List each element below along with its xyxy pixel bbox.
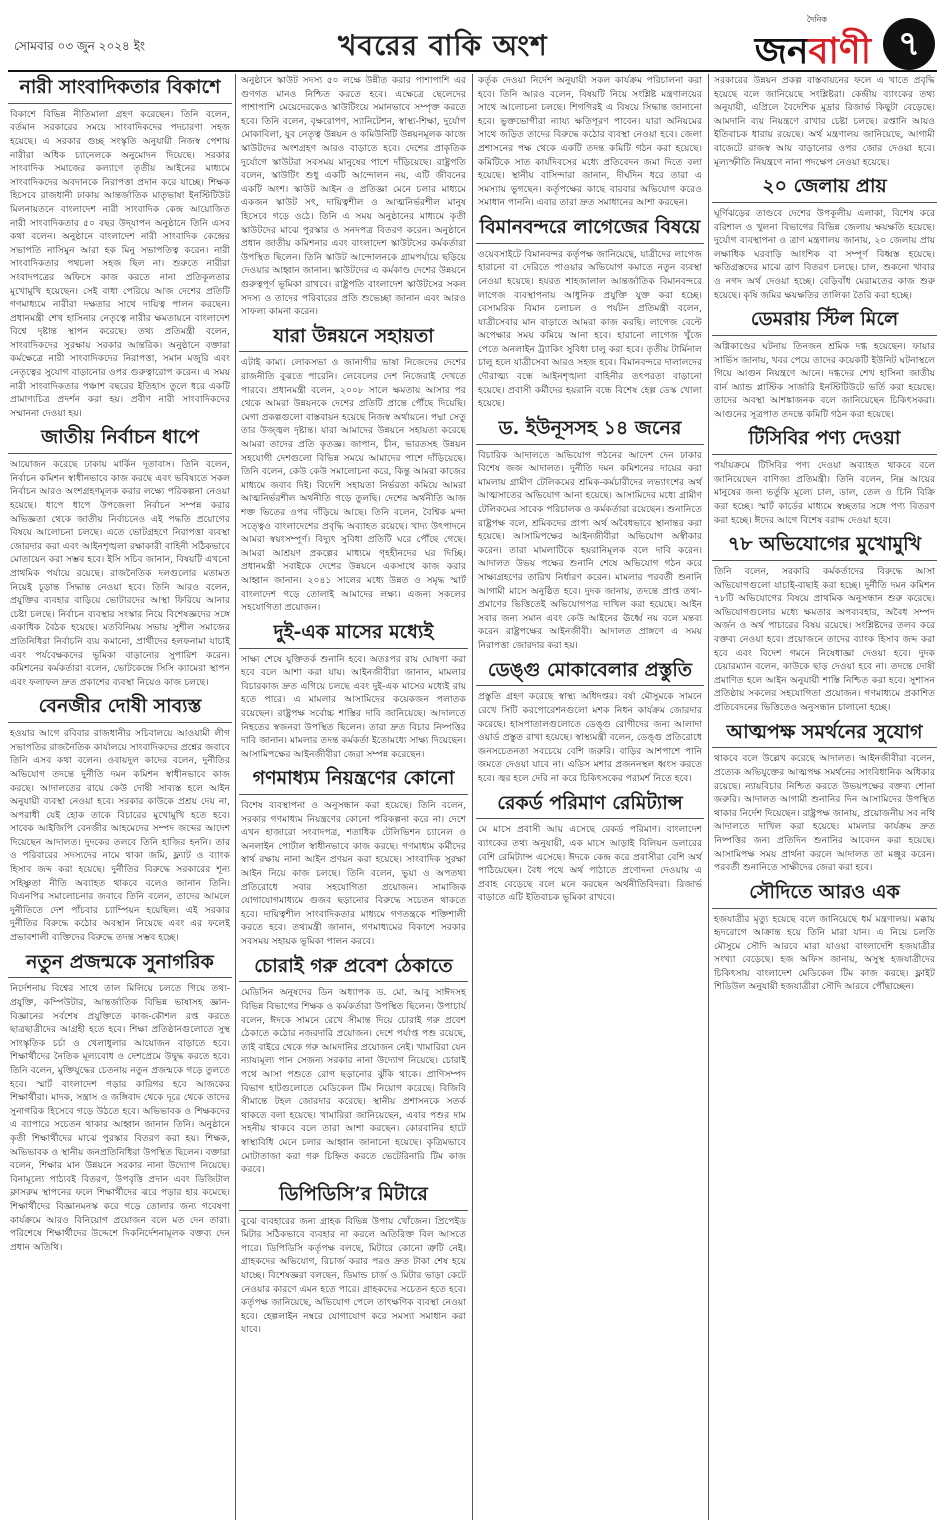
issue-date: সোমবার ০৩ জুন ২০২৪ ইং [14,39,146,53]
article-body: মে মাসে প্রবাসী আয় এসেছে রেকর্ড পরিমাণ। বাংলাদেশ ব্যাংকের তথ্য অনুযায়ী, এক মাসে আড়াই বিলিয়ন ডলারের বেশি রেমিট্যান্স এসেছে। ঈদকে কেন্দ্র করে প্রবাসীরা বেশি অর্থ পাঠিয়েছেন। বৈধ পথে অর্থ পাঠাতে প্রণোদনা দেওয়ায় এ প্রবাহ বেড়েছে বলে মনে করছেন অর্থনীতিবিদরা। রিজার্ভ বাড়াতে এটি ইতিবাচক ভূমিকা রাখবে। [478,824,702,904]
column-divider [708,74,709,1520]
article-body: বিশেষ ব্যবস্থাপনা ও অনুসন্ধান করা হয়েছে। তিনি বলেন, সরকার গণমাধ্যম নিয়ন্ত্রণের কোনো পরিকল্পনা করে না। দেশে এখন হাজারো সংবাদপত্র, শতাধিক টেলিভিশন চ্যানেল ও অনলাইন পোর্টাল স্বাধীনভাবে কাজ করছে। গণমাধ্যম কর্মীদের স্বার্থ রক্ষায় নানা আইন প্রণয়ন করা হয়েছে। সাংবাদিক সুরক্ষা আইন নিয়ে কাজ চলছে। তিনি বলেন, ভুয়া ও অপতথ্য প্রতিরোধে সবার সহযোগিতা প্রয়োজন। সামাজিক যোগাযোগমাধ্যমে গুজব ছড়ানোর বিরুদ্ধে সচেতন থাকতে হবে। দায়িত্বশীল সাংবাদিকতার মাধ্যমে গণতন্ত্রকে শক্তিশালী করতে হবে। তথ্যমন্ত্রী জানান, গণমাধ্যমের বিকাশে সরকার সবসময় সহায়ক ভূমিকা পালন করবে। [241,800,466,948]
headline: যারা উন্নয়নে সহায়তা [239,323,468,353]
article-body: হজযাত্রীর মৃত্যু হয়েছে বলে জানিয়েছে ধর্ম মন্ত্রণালয়। মক্কায় হৃদরোগে আক্রান্ত হয়ে তিনি মারা যান। এ নিয়ে চলতি মৌসুমে সৌদি আরবে মারা যাওয়া বাংলাদেশি হজযাত্রীর সংখ্যা বেড়েছে। হজ অফিস জানায়, অসুস্থ হজযাত্রীদের চিকিৎসায় বাংলাদেশ মেডিকেল টিম কাজ করছে। ফ্লাইট শিডিউল অনুযায়ী হজযাত্রীরা সৌদি আরবে পৌঁছাচ্ছেন। [714,913,935,993]
article-body: ঘূর্ণিঝড়ের তাণ্ডবে দেশের উপকূলীয় এলাকা, বিশেষ করে বরিশাল ও খুলনা বিভাগের বিভিন্ন জেলায় ক্ষয়ক্ষতি হয়েছে। দুর্যোগ ব্যবস্থাপনা ও ত্রাণ মন্ত্রণালয় জানায়, ২০ জেলায় প্রায় লক্ষাধিক ঘরবাড়ি আংশিক বা সম্পূর্ণ বিধ্বস্ত হয়েছে। ক্ষতিগ্রস্তদের মাঝে ত্রাণ বিতরণ চলছে। চাল, শুকনো খাবার ও নগদ অর্থ দেওয়া হচ্ছে। বেড়িবাঁধ মেরামতের কাজ শুরু হয়েছে। কৃষি জমির ক্ষয়ক্ষতির তালিকা তৈরি করা হচ্ছে। [714,207,935,301]
article-body: নির্দেশনায় বিশ্বের সাথে তাল মিলিয়ে চলতে গিয়ে তথ্য-প্রযুক্তি, কম্পিউটার, আন্তর্জাতিক বিভিন্ন ভাষাসহ জ্ঞান-বিজ্ঞানের সর্বশেষ প্রযুক্তিতে কাজ-কৌশল রপ্ত করতে ছাত্রছাত্রীদের আগ্রহী হতে হবে। শিক্ষা প্রতিষ্ঠানগুলোতে সুস্থ সাংস্কৃতিক চর্চা ও খেলাধুলার আয়োজন বাড়াতে হবে। শিক্ষার্থীদের নৈতিক মূল্যবোধ ও দেশপ্রেমে উদ্বুদ্ধ করতে হবে। তিনি বলেন, মুক্তিযুদ্ধের চেতনায় নতুন প্রজন্মকে গড়ে তুলতে হবে। স্মার্ট বাংলাদেশ গড়ার কারিগর হবে আজকের শিক্ষার্থীরা। মাদক, সন্ত্রাস ও জঙ্গিবাদ থেকে দূরে থেকে তাদের সুনাগরিক হিসেবে গড়ে উঠতে হবে। অভিভাবক ও শিক্ষকদের এ ব্যাপারে সচেতন থাকার আহ্বান জানান তিনি। অনুষ্ঠানে কৃতী শিক্ষার্থীদের মাঝে পুরস্কার বিতরণ করা হয়। শিক্ষক, অভিভাবক ও স্থানীয় জনপ্রতিনিধিরা উপস্থিত ছিলেন। বক্তারা বলেন, শিক্ষার মান উন্নয়নে সরকার নানা উদ্যোগ নিয়েছে। বিনামূল্যে পাঠ্যবই বিতরণ, উপবৃত্তি প্রদান এবং ডিজিটাল ক্লাসরুম স্থাপনের ফলে শিক্ষার্থীদের ঝরে পড়ার হার কমেছে। শিক্ষার্থীদের বিজ্ঞানমনস্ক করে গড়ে তোলার জন্য গবেষণা কার্যক্রমে আরও বিনিয়োগ প্রয়োজন বলে মত দেন তারা। পরিশেষে শিক্ষার্থীদের উদ্দেশে দিকনির্দেশনামূলক বক্তব্য দেন প্রধান অতিথি। [10,983,230,1253]
column-divider [472,74,473,1520]
headline: জাতীয় নির্বাচন ধাপে [8,424,232,454]
header-rule [8,70,937,72]
column-3 [476,74,704,1520]
headline: রেকর্ড পরিমাণ রেমিট্যান্স [476,790,704,820]
headline: ৭৮ অভিযোগের মুখোমুখি [712,531,937,561]
article-body: আয়োজন করেছে ঢাকায় মার্কিন দূতাবাস। তিনি বলেন, নির্বাচন কমিশন স্বাধীনভাবে কাজ করছে এবং ভবিষ্যতে সকল নির্বাচন আরও অংশগ্রহণমূলক করার লক্ষ্যে পরিকল্পনা নেওয়া হয়েছে। ধাপে ধাপে উপজেলা নির্বাচন সম্পন্ন করার অভিজ্ঞতা থেকে জাতীয় নির্বাচনেও এই পদ্ধতি প্রয়োগের বিষয়ে আলোচনা চলছে। এতে ভোটগ্রহণে নিরাপত্তা ব্যবস্থা জোরদার করা এবং আইনশৃঙ্খলা রক্ষাকারী বাহিনী সঠিকভাবে মোতায়েন করা সম্ভব হবে। ইসি সচিব জানান, বিষয়টি এখনো প্রাথমিক পর্যায়ে রয়েছে। রাজনৈতিক দলগুলোর মতামত নিয়েই চূড়ান্ত সিদ্ধান্ত নেওয়া হবে। তিনি আরও বলেন, প্রযুক্তির ব্যবহার বাড়িয়ে ভোটারদের আস্থা ফিরিয়ে আনার চেষ্টা চলছে। নির্বাচন ব্যবস্থার সংস্কার নিয়ে বিশেষজ্ঞদের সঙ্গে একাধিক বৈঠক হয়েছে। মতবিনিময় সভায় সুশীল সমাজের প্রতিনিধিরা নির্বাচনি ব্যয় কমানো, প্রার্থীদের হলফনামা যাচাই এবং পর্যবেক্ষকদের ভূমিকা বাড়ানোর সুপারিশ করেন। কমিশনের কর্মকর্তারা বলেন, ভোটকেন্দ্রে সিসি ক্যামেরা স্থাপন এবং ফলাফল দ্রুত প্রকাশের ব্যবস্থা নিয়েও কাজ চলছে। [10,459,230,688]
headline: বেনজীর দোষী সাব্যস্ত [8,693,232,723]
page-number: ৭ [883,18,935,70]
article-body: এটাই কাম্য। লোকসভা ও জানাগীর ভাষা নিজেদের দেশের রাজনীতি বুঝতে পারেনি। লেবেলের দেশ নিজেরাই দেখতে পারবে। প্রধানমন্ত্রী বলেন, ২০০৮ সালে ক্ষমতায় আসার পর থেকে আমরা উন্নয়নকে দেশের প্রতিটি প্রান্তে পৌঁছে দিয়েছি। মেগা প্রকল্পগুলো বাস্তবায়ন হয়েছে নিজস্ব অর্থায়নে। পদ্মা সেতু তার উজ্জ্বল দৃষ্টান্ত। যারা আমাদের উন্নয়নে সহায়তা করেছে আমরা তাদের প্রতি কৃতজ্ঞ। জাপান, চীন, ভারতসহ উন্নয়ন সহযোগী দেশগুলো বিভিন্ন সময়ে আমাদের পাশে দাঁড়িয়েছে। তিনি বলেন, কেউ কেউ সমালোচনা করে, কিন্তু আমরা কাজের মাধ্যমে জবাব দিই। বিদেশি সহায়তা নির্ভরতা কমিয়ে আমরা আত্মনির্ভরশীল অর্থনীতি গড়ে তুলছি। দেশের অর্থনীতি আজ শক্ত ভিতের ওপর দাঁড়িয়ে আছে। তিনি বলেন, বৈশ্বিক মন্দা সত্ত্বেও বাংলাদেশের প্রবৃদ্ধি অব্যাহত রয়েছে। খাদ্য উৎপাদনে আমরা স্বয়ংসম্পূর্ণ। বিদ্যুৎ সুবিধা প্রতিটি ঘরে পৌঁছে গেছে। আমরা আশ্রয়ণ প্রকল্পের মাধ্যমে গৃহহীনদের ঘর দিচ্ছি। প্রধানমন্ত্রী সবাইকে দেশের উন্নয়নে একসাথে কাজ করার আহ্বান জানান। ২০৪১ সালের মধ্যে উন্নত ও সমৃদ্ধ স্মার্ট বাংলাদেশ গড়ে তোলাই আমাদের লক্ষ্য। এজন্য সকলের সহযোগিতা প্রয়োজন। [241,357,466,614]
article-body: সরকারের উন্নয়ন প্রকল্প বাস্তবায়নের ফলে এ খাতে প্রবৃদ্ধি হয়েছে বলে জানিয়েছে সংশ্লিষ্টরা। কেন্দ্রীয় ব্যাংকের তথ্য অনুযায়ী, এপ্রিলে বৈদেশিক মুদ্রার রিজার্ভ কিছুটা বেড়েছে। আমদানি ব্যয় নিয়ন্ত্রণে রাখার চেষ্টা চলছে। রপ্তানি আয়ও ইতিবাচক ধারায় রয়েছে। অর্থ মন্ত্রণালয় জানিয়েছে, আগামী বাজেটে রাজস্ব আয় বাড়ানোর ওপর জোর দেওয়া হবে। মূল্যস্ফীতি নিয়ন্ত্রণে নানা পদক্ষেপ নেওয়া হয়েছে। [714,75,935,168]
headline: চোরাই গরু প্রবেশ ঠেকাতে [239,953,468,983]
column-4 [712,74,937,1520]
article-body: অগ্নিকাণ্ডের ঘটনায় তিনজন শ্রমিক দগ্ধ হয়েছেন। ফায়ার সার্ভিস জানায়, খবর পেয়ে তাদের কয়েকটি ইউনিট ঘটনাস্থলে গিয়ে আগুন নিয়ন্ত্রণে আনে। দগ্ধদের শেখ হাসিনা জাতীয় বার্ন অ্যান্ড প্লাস্টিক সার্জারি ইনস্টিটিউটে ভর্তি করা হয়েছে। তাদের অবস্থা আশঙ্কাজনক বলে জানিয়েছেন চিকিৎসকরা। আগুনের সূত্রপাত তদন্তে কমিটি গঠন করা হয়েছে। [714,340,935,420]
article-body: হওয়ার আগে রবিবার রাজধানীর সচিবালয়ে আওয়ামী লীগ সভাপতির রাজনৈতিক কার্যালয়ে সাংবাদিকদের প্রশ্নের জবাবে তিনি এসব কথা বলেন। ওবায়দুল কাদের বলেন, দুর্নীতির অভিযোগ তদন্তে দুর্নীতি দমন কমিশন স্বাধীনভাবে কাজ করছে। আদালতের রায়ে কেউ দোষী সাব্যস্ত হলে আইন অনুযায়ী ব্যবস্থা নেওয়া হবে। সরকার কাউকে প্রশ্রয় দেয় না, অপরাধী যেই হোক তাকে বিচারের মুখোমুখি হতে হবে। সাবেক আইজিপি বেনজীর আহমেদের সম্পদ জব্দের আদেশ দিয়েছেন আদালত। দুদকের তলবে তিনি হাজির হননি। তার ও পরিবারের সদস্যদের নামে থাকা জমি, ফ্ল্যাট ও ব্যাংক হিসাব জব্দ করা হয়েছে। দুর্নীতির বিরুদ্ধে সরকারের শূন্য সহিষ্ণুতা নীতি অব্যাহত থাকবে বলেও জানান তিনি। বিএনপির সমালোচনার জবাবে তিনি বলেন, তাদের আমলে দুর্নীতিতে দেশ পাঁচবার চ্যাম্পিয়ন হয়েছিল। এই সরকার দুর্নীতির বিরুদ্ধে কঠোর অবস্থান নিয়েছে এবং এর ফলেই প্রভাবশালী ব্যক্তিদের বিরুদ্ধে তদন্ত সম্ভব হচ্ছে। [10,728,230,944]
column-divider [235,74,236,1520]
article-body: সাক্ষ্য শেষে যুক্তিতর্ক শুনানি হবে। অতঃপর রায় ঘোষণা করা হবে বলে আশা করা যায়। আইনজীবীরা জানান, মামলার বিচারকাজ দ্রুত এগিয়ে চলছে এবং দুই-এক মাসের মধ্যেই রায় হতে পারে। এ মামলার আসামিদের কয়েকজন পলাতক রয়েছেন। রাষ্ট্রপক্ষ সর্বোচ্চ শাস্তির দাবি জানিয়েছে। আদালতে নিহতের স্বজনরা উপস্থিত ছিলেন। তারা দ্রুত বিচার নিষ্পত্তির দাবি জানান। মামলার তদন্ত কর্মকর্তা ইতোমধ্যে সাক্ষ্য দিয়েছেন। আসামিপক্ষের আইনজীবীরা জেরা সম্পন্ন করেছেন। [241,653,466,760]
article-body: থাকবে বলে উল্লেখ করেছে আদালত। আইনজীবীরা বলেন, প্রত্যেক অভিযুক্তের আত্মপক্ষ সমর্থনের সাংবিধানিক অধিকার রয়েছে। ন্যায়বিচার নিশ্চিত করতে উভয়পক্ষের বক্তব্য শোনা জরুরি। আদালত আগামী শুনানির দিন আসামিদের উপস্থিত থাকার নির্দেশ দিয়েছেন। রাষ্ট্রপক্ষ জানায়, প্রয়োজনীয় সব নথি আদালতে দাখিল করা হয়েছে। মামলার কার্যক্রম দ্রুত নিষ্পত্তির জন্য প্রতিদিন শুনানির আবেদন করা হয়েছে। আসামিপক্ষ সময় প্রার্থনা করলে আদালত তা মঞ্জুর করেন। পরবর্তী শুনানিতে সাক্ষীদের জেরা করা হবে। [714,753,935,874]
headline: ২০ জেলায় প্রায় [712,173,937,203]
article-body: বুঝে ব্যবহারের জন্য গ্রাহক বিভিন্ন উপায় খোঁজেন। প্রিপেইড মিটার সঠিকভাবে ব্যবহার না করলে অতিরিক্ত বিল আসতে পারে। ডিপিডিসি কর্তৃপক্ষ বলছে, মিটারে কোনো ত্রুটি নেই। গ্রাহকদের অভিযোগ, রিচার্জ করার পরও দ্রুত টাকা শেষ হয়ে যাচ্ছে। বিশেষজ্ঞরা বলছেন, ডিমান্ড চার্জ ও মিটার ভাড়া কেটে নেওয়ার কারণে এমন হতে পারে। গ্রাহকদের সচেতন হতে হবে। কর্তৃপক্ষ জানিয়েছে, অভিযোগ পেলে তাৎক্ষণিক ব্যবস্থা নেওয়া হবে। হেল্পলাইন নম্বরে যোগাযোগ করে সমস্যা সমাধান করা যাবে। [241,1215,466,1336]
article-body: তিনি বলেন, সরকারি কর্মকর্তাদের বিরুদ্ধে আসা অভিযোগগুলো যাচাই-বাছাই করা হচ্ছে। দুর্নীতি দমন কমিশন ৭৮টি অভিযোগের বিষয়ে প্রাথমিক অনুসন্ধান শুরু করেছে। অভিযোগগুলোর মধ্যে ক্ষমতার অপব্যবহার, অবৈধ সম্পদ অর্জন ও অর্থ পাচারের বিষয় রয়েছে। সংশ্লিষ্টদের তলব করে বক্তব্য নেওয়া হবে। প্রয়োজনে তাদের ব্যাংক হিসাব জব্দ করা হবে এবং বিদেশ গমনে নিষেধাজ্ঞা দেওয়া হবে। দুদক চেয়ারম্যান বলেন, কাউকে ছাড় দেওয়া হবে না। তদন্তে দোষী প্রমাণিত হলে আইন অনুযায়ী শাস্তি নিশ্চিত করা হবে। সুশাসন প্রতিষ্ঠায় সকলের সহযোগিতা প্রয়োজন। গণমাধ্যমে প্রকাশিত প্রতিবেদনের ভিত্তিতেও অনুসন্ধান চালানো হচ্ছে। [714,566,935,713]
article-body: পর্যায়ক্রমে টিসিবির পণ্য দেওয়া অব্যাহত থাকবে বলে জানিয়েছেন বাণিজ্য প্রতিমন্ত্রী। তিনি বলেন, নিম্ন আয়ের মানুষের জন্য ভর্তুকি মূল্যে চাল, ডাল, তেল ও চিনি বিক্রি করা হচ্ছে। স্মার্ট কার্ডের মাধ্যমে স্বচ্ছতার সঙ্গে পণ্য বিতরণ করা হচ্ছে। ঈদের আগে বিশেষ বরাদ্দ দেওয়া হবে। [714,460,935,526]
headline: নারী সাংবাদিকতার বিকাশে [8,74,232,104]
article-body: কর্তৃক দেওয়া নির্দেশ অনুযায়ী সকল কার্যক্রম পরিচালনা করা হবে। তিনি আরও বলেন, বিষয়টি নিয়ে সংশ্লিষ্ট মন্ত্রণালয়ের সাথে আলোচনা চলছে। শিগগিরই এ বিষয়ে সিদ্ধান্ত জানানো হবে। ভুক্তভোগীরা ন্যায্য ক্ষতিপূরণ পাবেন। যারা অনিয়মের সাথে জড়িত তাদের বিরুদ্ধে কঠোর ব্যবস্থা নেওয়া হবে। জেলা প্রশাসনের পক্ষ থেকে একটি তদন্ত কমিটি গঠন করা হয়েছে। কমিটিকে সাত কার্যদিবসের মধ্যে প্রতিবেদন জমা দিতে বলা হয়েছে। স্থানীয় বাসিন্দারা জানান, দীর্ঘদিন ধরে তারা এ সমস্যায় ভুগছেন। কর্তৃপক্ষের কাছে বারবার অভিযোগ করেও সমাধান পাননি। এবার তারা দ্রুত সমাধানের আশা করছেন। [478,75,702,209]
section-title: খবরের বাকি অংশ [338,29,548,62]
article-body: প্রস্তুতি গ্রহণ করেছে স্বাস্থ্য অধিদপ্তর। বর্ষা মৌসুমকে সামনে রেখে সিটি করপোরেশনগুলো মশক নিধন কার্যক্রম জোরদার করেছে। হাসপাতালগুলোতে ডেঙ্গু রোগীদের জন্য আলাদা ওয়ার্ড প্রস্তুত রাখা হয়েছে। স্বাস্থ্যমন্ত্রী বলেন, ডেঙ্গু প্রতিরোধে জনসচেতনতা সবচেয়ে বেশি জরুরি। বাড়ির আশপাশে পানি জমতে দেওয়া যাবে না। এডিস মশার প্রজননস্থল ধ্বংস করতে হবে। জ্বর হলে দেরি না করে চিকিৎসকের পরামর্শ নিতে হবে। [478,691,702,784]
article-body: অনুষ্ঠানে স্কাউট সদস্য ৫০ লক্ষে উন্নীত করার পাশাপাশি এর গুণগত মানও নিশ্চিত করতে হবে। এক্ষেত্রে ছেলেদের পাশাপাশি মেয়েদেরকেও স্কাউটিংয়ে সমানভাবে সম্পৃক্ত করতে হবে। তিনি বলেন, বৃক্ষরোপণ, স্যানিটেশন, স্বাস্থ্য-শিক্ষা, দুর্যোগ মোকাবিলা, যুব নেতৃত্ব উন্নয়ন ও কমিউনিটি উন্নয়নমূলক কাজে স্কাউটদের অংশগ্রহণ আরও বাড়াতে হবে। দেশের প্রাকৃতিক দুর্যোগে স্কাউটরা সবসময় মানুষের পাশে দাঁড়িয়েছে। রাষ্ট্রপতি বলেন, স্কাউটিং শুধু একটি আন্দোলন নয়, এটি জীবনের একটি অংশ। স্কাউট আইন ও প্রতিজ্ঞা মেনে চলার মাধ্যমে একজন স্কাউট সৎ, দায়িত্বশীল ও আত্মনির্ভরশীল মানুষ হিসেবে গড়ে ওঠে। তিনি এ সময় অনুষ্ঠানের মাধ্যমে কৃতী স্কাউটদের মাঝে পুরস্কার ও সনদপত্র বিতরণ করেন। অনুষ্ঠানে প্রধান জাতীয় কমিশনার এবং বাংলাদেশ স্কাউটসের কর্মকর্তারা উপস্থিত ছিলেন। তিনি স্কাউট আন্দোলনকে গ্রামপর্যায়ে ছড়িয়ে দেওয়ার আহ্বান জানান। স্কাউটদের এ কর্মকাণ্ড দেশের উন্নয়নে গুরুত্বপূর্ণ ভূমিকা রাখবে। রাষ্ট্রপতি বাংলাদেশ স্কাউটসের সকল সদস্য ও তাদের পরিবারের প্রতি শুভেচ্ছা জানান এবং আরও সাফল্য কামনা করেন। [241,75,466,318]
headline: গণমাধ্যম নিয়ন্ত্রণের কোনো [239,765,468,795]
headline: দুই-এক মাসের মধ্যেই [239,619,468,649]
article-body: মেডিসিন অনুষদের ডিন অধ্যাপক ড. মো. আবু সাঈদসহ বিভিন্ন বিভাগের শিক্ষক ও কর্মকর্তারা উপস্থিত ছিলেন। উপাচার্য বলেন, ঈদকে সামনে রেখে সীমান্ত দিয়ে চোরাই গরু প্রবেশ ঠেকাতে কঠোর নজরদারি প্রয়োজন। দেশে পর্যাপ্ত পশু রয়েছে, তাই বাইরে থেকে গরু আমদানির প্রয়োজন নেই। খামারিরা যেন ন্যায্যমূল্য পান সেজন্য সরকার নানা উদ্যোগ নিয়েছে। চোরাই পথে আসা পশুতে রোগ ছড়ানোর ঝুঁকি থাকে। প্রাণিসম্পদ বিভাগ হাটগুলোতে মেডিকেল টিম নিয়োগ করেছে। বিজিবি সীমান্তে টহল জোরদার করেছে। স্থানীয় প্রশাসনকে সতর্ক থাকতে বলা হয়েছে। খামারিরা জানিয়েছেন, এবার পশুর দাম সহনীয় থাকবে বলে তারা আশা করছেন। কোরবানির হাটে স্বাস্থ্যবিধি মেনে চলার আহ্বান জানানো হয়েছে। কৃত্রিমভাবে মোটাতাজা করা গরু চিহ্নিত করতে ভেটেরিনারি টিম কাজ করবে। [241,987,466,1176]
headline: বিমানবন্দরে লাগেজের বিষয়ে [476,214,704,244]
headline: টিসিবির পণ্য দেওয়া [712,425,937,455]
article-body: বিকাশে বিভিন্ন নীতিমালা গ্রহণ করেছেন। তিনি বলেন, বর্তমান সরকারের সময়ে সাংবাদিকদের পদচারণা সহজ হয়েছে। এ সরকার গুচ্ছ সংস্কৃতি অনুযায়ী নিজস্ব পেশায় নারীরা অধিক চ্যানেলকে অনুমোদন দিয়েছে। সরকার সাংবাদিক সমাজের কল্যাণে তৃতীয় আইনের মাধ্যমে সাংবাদিকদের অবদানকে নিরাপত্তা প্রদান করে যাচ্ছে। শিক্ষক হিসেবে রাজধানী ঢাকায় আন্তর্জাতিক মাতৃভাষা ইনস্টিটিউট মিলনায়তনে বাংলাদেশ নারী সাংবাদিক কেন্দ্র আয়োজিত নারী সাংবাদিকতার ৫০ বছর উদ্‌যাপন অনুষ্ঠানে তিনি এসব কথা বলেন। অনুষ্ঠানে বাংলাদেশ নারী সাংবাদিক কেন্দ্রের সভাপতি নাসিমুন আরা হক মিনু সভাপতিত্ব করেন। নারী সাংবাদিকতার পথচলা সহজ ছিল না। শুরুতে নারীরা সংবাদপত্রের অফিসে কাজ করতে নানা প্রতিকূলতার মুখোমুখি হয়েছেন। সেই বাধা পেরিয়ে আজ দেশের প্রতিটি গণমাধ্যমে নারীরা দক্ষতার সাথে দায়িত্ব পালন করছেন। প্রধানমন্ত্রী শেখ হাসিনার নেতৃত্বে নারীর ক্ষমতায়নে বাংলাদেশ বিশ্বে দৃষ্টান্ত স্থাপন করেছে। তথ্য প্রতিমন্ত্রী বলেন, সাংবাদিকদের সুরক্ষায় সরকার আন্তরিক। অনুষ্ঠানে বক্তারা কর্মক্ষেত্রে নারী সাংবাদিকদের নিরাপত্তা, সমান মজুরি এবং নেতৃত্বের সুযোগ বাড়ানোর ওপর গুরুত্বারোপ করেন। এ সময় নারী সাংবাদিকতার পঞ্চাশ বছরের ইতিহাস তুলে ধরে একটি প্রামাণ্যচিত্র প্রদর্শন করা হয়। প্রবীণ নারী সাংবাদিকদের সম্মাননা দেওয়া হয়। [10,108,230,419]
logo-wordmark: জনবাণী [754,31,871,72]
headline: নতুন প্রজন্মকে সুনাগরিক [8,949,232,979]
newspaper-logo [685,12,935,74]
headline: ডেমরায় স্টিল মিলে [712,306,937,336]
masthead [8,10,937,72]
article-body: বিচারিক আদালতে অভিযোগ গঠনের আদেশ দেন ঢাকার বিশেষ জজ আদালত। দুর্নীতি দমন কমিশনের দায়ের করা মামলায় গ্রামীণ টেলিকমের শ্রমিক-কর্মচারীদের লভ্যাংশের অর্থ আত্মসাতের অভিযোগ আনা হয়েছে। আসামিদের মধ্যে গ্রামীণ টেলিকমের সাবেক পরিচালক ও কর্মকর্তারা রয়েছেন। শুনানিতে রাষ্ট্রপক্ষ বলে, শ্রমিকদের প্রাপ্য অর্থ অবৈধভাবে স্থানান্তর করা হয়েছে। আসামিপক্ষের আইনজীবীরা অভিযোগ অস্বীকার করেন। তারা মামলাটিকে হয়রানিমূলক বলে দাবি করেন। আদালত উভয় পক্ষের শুনানি শেষে অভিযোগ গঠন করে সাক্ষ্যগ্রহণের তারিখ নির্ধারণ করেন। মামলার পরবর্তী শুনানি আগামী মাসে অনুষ্ঠিত হবে। দুদক জানায়, তদন্তে প্রাপ্ত তথ্য-প্রমাণের ভিত্তিতেই অভিযোগপত্র দাখিল করা হয়েছে। আইন সবার জন্য সমান এবং কেউ আইনের ঊর্ধ্বে নয় বলে মন্তব্য করেন রাষ্ট্রপক্ষের আইনজীবী। আদালত প্রাঙ্গণে এ সময় নিরাপত্তা জোরদার করা হয়। [478,449,702,651]
headline: সৌদিতে আরও এক [712,879,937,909]
headline: আত্মপক্ষ সমর্থনের সুযোগ [712,719,937,749]
column-2 [239,74,468,1520]
logo-tagline: দৈনিক [806,15,827,24]
headline: ডেঙ্গু মোকাবেলার প্রস্তুতি [476,657,704,687]
article-body: ওয়েবসাইটে বিমানবন্দর কর্তৃপক্ষ জানিয়েছে, যাত্রীদের লাগেজ হারানো বা দেরিতে পাওয়ার অভিযোগ কমাতে নতুন ব্যবস্থা নেওয়া হয়েছে। হযরত শাহজালাল আন্তর্জাতিক বিমানবন্দরে লাগেজ ব্যবস্থাপনায় আধুনিক প্রযুক্তি যুক্ত করা হচ্ছে। বেসামরিক বিমান চলাচল ও পর্যটন প্রতিমন্ত্রী বলেন, যাত্রীসেবার মান বাড়াতে আমরা কাজ করছি। লাগেজ বেল্টে অপেক্ষার সময় কমিয়ে আনা হবে। হারানো লাগেজ খুঁজে পেতে অনলাইন ট্র্যাকিং সুবিধা চালু করা হবে। তৃতীয় টার্মিনাল চালু হলে যাত্রীসেবা আরও সহজ হবে। বিমানবন্দরে দালালদের দৌরাত্ম্য বন্ধে আইনশৃঙ্খলা বাহিনীর তৎপরতা বাড়ানো হয়েছে। প্রবাসী কর্মীদের হয়রানি বন্ধে বিশেষ হেল্প ডেস্ক খোলা হয়েছে। [478,248,702,410]
column-1 [8,74,232,1520]
headline: ডিপিডিসি’র মিটারে [239,1181,468,1211]
headline: ড. ইউনূসসহ ১৪ জনের [476,415,704,445]
